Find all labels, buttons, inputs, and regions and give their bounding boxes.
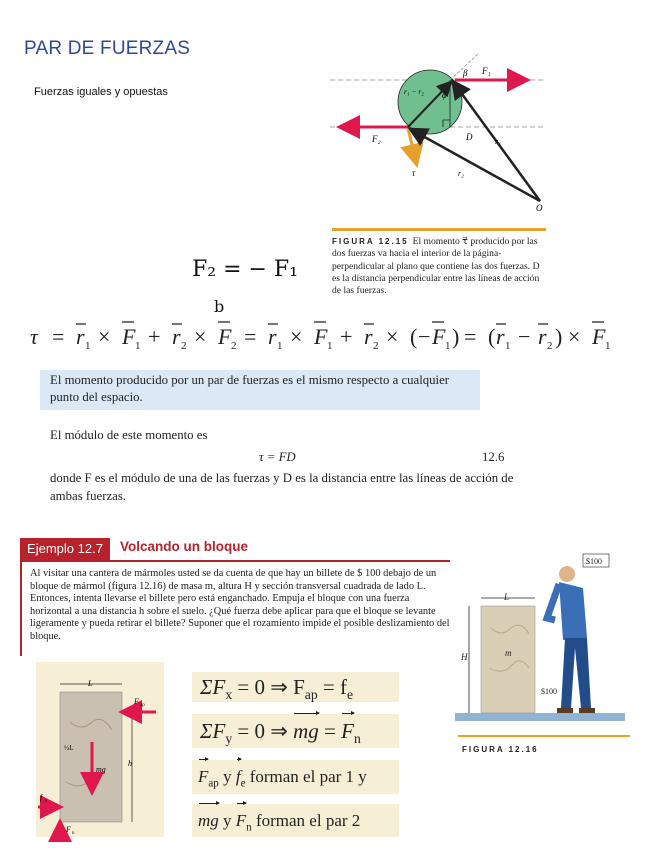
svg-text:F: F bbox=[432, 324, 446, 349]
label-beta: β bbox=[463, 68, 468, 78]
svg-text:r: r bbox=[364, 324, 373, 349]
label-L: L bbox=[504, 592, 510, 602]
label-phi: ϕ bbox=[442, 90, 447, 100]
figure-rule bbox=[332, 228, 546, 231]
svg-text:F: F bbox=[592, 324, 606, 349]
svg-text:1: 1 bbox=[445, 340, 451, 352]
figure-16-rule bbox=[458, 735, 630, 737]
svg-text:f: f bbox=[40, 793, 43, 802]
formula-number: 12.6 bbox=[482, 450, 505, 464]
example-title: Volcando un bloque bbox=[120, 539, 248, 554]
svg-text:1: 1 bbox=[135, 340, 141, 352]
label-H: H bbox=[461, 652, 468, 662]
svg-text:F: F bbox=[218, 324, 232, 349]
svg-text:b: b bbox=[214, 297, 225, 316]
example-rule bbox=[20, 560, 450, 562]
svg-text:2: 2 bbox=[231, 340, 237, 352]
svg-text:−: − bbox=[418, 324, 431, 349]
main-equation bbox=[22, 316, 622, 362]
svg-text:τ: τ bbox=[30, 324, 38, 349]
equation-pair-1: $F_{ap}$ y $f_e$ forman el par 1 y bbox=[192, 760, 399, 794]
svg-text:F: F bbox=[66, 825, 71, 834]
svg-text:2: 2 bbox=[181, 340, 187, 352]
figure-12-16 bbox=[455, 548, 633, 733]
example-text: Al visitar una cantera de mármoles usted se da cuenta de que hay un billete de $ 100 debajo de un bloque de mármol (figura 12.16) de masa m, altura H y sección transversal cuadrada de lado L. Entonces, intenta llevarse el billete pero está enganchado. Empuja el bloque con una fuerza horizontal a una distancia h sobre el suelo. ¿Qué fuerza debe aplicar para que el bloque se levante ligeramente y pueda retirar el billete? Suponer que el rozamiento impide el posible deslizamiento del bloque. bbox=[30, 568, 450, 642]
svg-text:ap: ap bbox=[140, 703, 145, 708]
label-r2: r₂ bbox=[458, 169, 464, 178]
equation-sum-fx: $\Sigma F_x = 0$ ⇒ $F_{ap} = f_e$ bbox=[192, 672, 399, 702]
svg-text:): ) bbox=[555, 324, 563, 349]
svg-text:r: r bbox=[538, 324, 547, 349]
svg-text:=: = bbox=[244, 324, 257, 349]
svg-text:): ) bbox=[452, 324, 460, 349]
svg-text:1: 1 bbox=[605, 340, 611, 352]
svg-text:r: r bbox=[76, 324, 85, 349]
svg-text:2: 2 bbox=[547, 340, 553, 352]
svg-text:−: − bbox=[518, 324, 531, 349]
svg-text:e: e bbox=[45, 799, 48, 804]
svg-text:=: = bbox=[52, 324, 65, 349]
svg-text:r: r bbox=[172, 324, 181, 349]
label-r1mr2: r₁ − r₂ bbox=[404, 87, 424, 96]
handwritten-note bbox=[190, 248, 299, 318]
label-bill-2: $100 bbox=[541, 687, 557, 696]
highlight-text: El momento producido por un par de fuerzas es el mismo respecto a cualquier punto del espacio. bbox=[50, 373, 450, 404]
example-label: Ejemplo 12.7 bbox=[20, 538, 110, 560]
svg-text:2: 2 bbox=[373, 340, 379, 352]
svg-text:×: × bbox=[568, 324, 581, 349]
example-side-rule bbox=[20, 562, 22, 656]
svg-text:1: 1 bbox=[505, 340, 511, 352]
svg-text:½L: ½L bbox=[64, 744, 74, 752]
svg-text:F₂ = − F₁: F₂ = − F₁ bbox=[192, 257, 299, 282]
svg-text:r: r bbox=[496, 324, 505, 349]
svg-text:1: 1 bbox=[85, 340, 91, 352]
svg-text:r: r bbox=[268, 324, 277, 349]
figure-label: FIGURA 12.15 bbox=[332, 237, 409, 246]
label-tau: τ bbox=[412, 168, 416, 178]
svg-text:×: × bbox=[194, 324, 207, 349]
label-F1: F₁ bbox=[482, 66, 491, 76]
svg-text:mg: mg bbox=[96, 765, 106, 774]
svg-text:F: F bbox=[314, 324, 328, 349]
svg-text:h: h bbox=[128, 759, 132, 768]
svg-text:+: + bbox=[340, 324, 353, 349]
label-r1: r₁ bbox=[495, 137, 501, 146]
svg-text:F: F bbox=[122, 324, 136, 349]
figure-caption-text: El momento τ⃗ producido por las dos fuerzas va hacia el interior de la página-perpendicular al plano que contiene las dos fuerzas. D es la distancia perpendicular entre las líneas de acción de las fuerzas. bbox=[332, 236, 540, 297]
page-subtitle: Fuerzas iguales y opuestas bbox=[34, 86, 168, 98]
equation-sum-fy: $\Sigma F_y = 0$ ⇒ mg = $F_n$ bbox=[192, 714, 399, 748]
svg-text:×: × bbox=[98, 324, 111, 349]
svg-text:1: 1 bbox=[327, 340, 333, 352]
figure-16-label: FIGURA 12.16 bbox=[462, 745, 539, 754]
svg-text:+: + bbox=[148, 324, 161, 349]
label-O: O bbox=[536, 203, 543, 213]
label-m: m bbox=[505, 648, 512, 658]
figure-12-15 bbox=[330, 56, 545, 221]
label-D: D bbox=[466, 132, 473, 142]
svg-text:=: = bbox=[464, 324, 477, 349]
circle bbox=[398, 70, 462, 134]
label-bill: $100 bbox=[586, 557, 602, 566]
svg-text:×: × bbox=[290, 324, 303, 349]
formula: τ = FD bbox=[259, 450, 296, 464]
paragraph-2: donde F es el módulo de una de las fuerzas y D es la distancia entre las líneas de acción de ambas fuerzas. bbox=[50, 471, 514, 503]
svg-text:1: 1 bbox=[277, 340, 283, 352]
svg-text:(: ( bbox=[488, 324, 496, 349]
paragraph-1: El módulo de este momento es bbox=[50, 428, 208, 442]
svg-text:F: F bbox=[134, 697, 139, 706]
block-force-figure bbox=[36, 662, 164, 837]
equation-pair-2: mg y $F_n$ forman el par 2 bbox=[192, 804, 399, 837]
svg-text:×: × bbox=[386, 324, 399, 349]
svg-text:n: n bbox=[72, 831, 75, 836]
svg-text:L: L bbox=[88, 679, 93, 688]
page-title: PAR DE FUERZAS bbox=[24, 38, 191, 59]
figure-caption bbox=[332, 236, 546, 297]
label-F2: F₂ bbox=[372, 134, 381, 144]
svg-text:(: ( bbox=[410, 324, 418, 349]
